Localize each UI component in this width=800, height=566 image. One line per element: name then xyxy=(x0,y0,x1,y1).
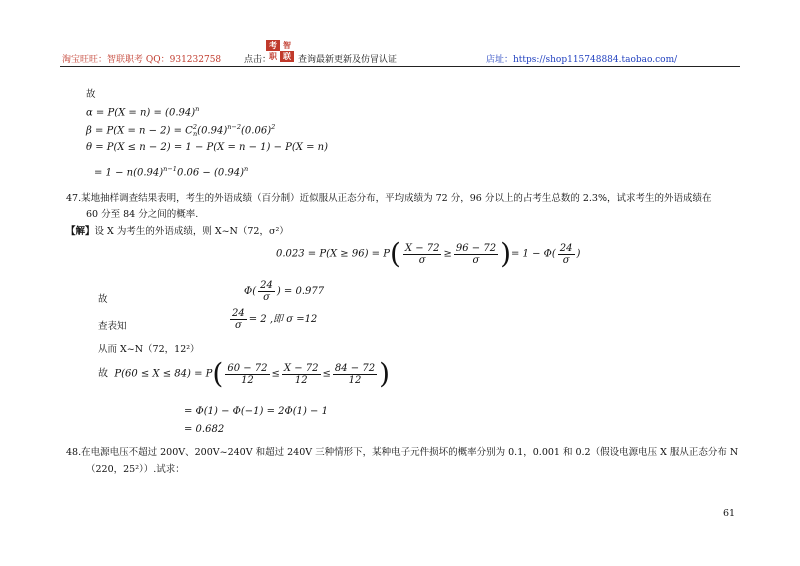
equation-lookup xyxy=(228,308,317,331)
header-click-label: 点击： xyxy=(244,55,272,65)
equation-main xyxy=(276,237,581,270)
equation-probability xyxy=(98,357,391,390)
equation-theta-2-exp2: n xyxy=(244,165,249,173)
equation-beta-exp: n−2 xyxy=(227,123,242,131)
phi-pre: Φ( xyxy=(244,286,257,297)
fraction-h xyxy=(333,363,377,386)
question-47-line-1: 47.某地抽样调查结果表明，考生的外语成绩（百分制）近似服从正态分布，平均成绩为 72 分，96 分以上的占考生总数的 2.3%，试求考生的外语成绩在 xyxy=(66,193,712,204)
question-48-line-1: 48.在电源电压不超过 200V、200V~240V 和超过 240V 三种情形下，某种电子元件损坏的概率分别为 0.1，0.001 和 0.2（假设电源电压 X 服从正态分布 N xyxy=(66,447,739,458)
header-contact: 淘宝旺旺：智联职考 QQ：931232758 xyxy=(62,55,222,65)
fraction-d-num: 24 xyxy=(260,280,273,291)
fraction-a-num: X − 72 xyxy=(404,242,440,254)
header-update-link[interactable]: 查询最新更新及仿冒认证 xyxy=(298,55,398,65)
solution-tag: 【解】 xyxy=(66,226,95,237)
equation-main-post: = 1 − Φ( xyxy=(511,248,556,260)
fraction-g-num: X − 72 xyxy=(283,362,319,374)
fraction-d-den: σ xyxy=(263,292,270,303)
paren-open-2: ( xyxy=(212,357,224,390)
text-gu-3: 故 xyxy=(98,368,108,380)
equation-beta-c-sup: 2 xyxy=(192,123,197,131)
equation-theta-2 xyxy=(94,165,248,178)
fraction-c-num: 24 xyxy=(559,242,573,254)
close-paren-1: ) xyxy=(576,248,581,260)
fraction-c xyxy=(558,243,575,266)
solution-intro xyxy=(66,223,289,237)
equation-alpha xyxy=(86,105,199,118)
header-divider xyxy=(60,66,740,67)
equation-theta: θ = P(X ≤ n − 2) = 1 − P(X = n − 1) − P(X = n) xyxy=(86,142,329,153)
fraction-f xyxy=(225,363,269,386)
fraction-e-num: 24 xyxy=(232,308,245,319)
equation-theta-2-exp: n−1 xyxy=(163,165,177,173)
equation-phi-line: = Φ(1) − Φ(−1) = 2Φ(1) − 1 xyxy=(184,406,328,417)
fraction-d xyxy=(258,280,275,303)
le-sign-1: ≤ xyxy=(271,368,280,380)
fraction-h-num: 84 − 72 xyxy=(334,362,376,374)
fraction-b-num: 96 − 72 xyxy=(455,242,497,254)
equation-alpha-body: α = P(X = n) = (0.94) xyxy=(86,107,196,119)
logo-char-2: 智 xyxy=(283,40,291,50)
fraction-e-den: σ xyxy=(234,320,242,331)
equation-beta-exp2: 2 xyxy=(271,123,276,131)
equation-beta xyxy=(86,123,275,138)
equation-result: = 0.682 xyxy=(184,424,225,435)
equation-beta-c-sub: n xyxy=(192,130,198,139)
ge-sign: ≥ xyxy=(443,248,452,260)
fraction-b-den: σ xyxy=(472,254,480,266)
logo-char-1: 考 xyxy=(266,40,280,51)
equation-beta-mid: (0.94) xyxy=(197,125,228,137)
question-48-line-2: （220，25²））.试求： xyxy=(86,464,185,475)
equation-theta-2-pre: = 1 − n(0.94) xyxy=(94,167,164,179)
header-shop-link[interactable]: 店址：https://shop115748884.taobao.com/ xyxy=(486,55,678,65)
le-sign-2: ≤ xyxy=(322,368,331,380)
paren-open-1: ( xyxy=(389,237,401,270)
solution-text: 设 X 为考生的外语成绩，则 X~N（72，σ²） xyxy=(94,226,289,237)
equation-prob-pre: P(60 ≤ X ≤ 84) = P xyxy=(114,368,213,380)
paren-close-2: ) xyxy=(379,357,391,390)
text-therefore: 从而 X~N（72，12²） xyxy=(98,344,200,355)
logo-char-3: 职 xyxy=(269,51,277,61)
text-gu-1: 故 xyxy=(86,89,96,100)
fraction-e xyxy=(230,308,247,331)
fraction-c-den: σ xyxy=(562,254,570,266)
lookup-post: = 2 ,即 σ =12 xyxy=(248,314,318,325)
page-number: 61 xyxy=(723,508,736,519)
phi-post: ) = 0.977 xyxy=(276,286,325,297)
equation-main-pre: 0.023 = P(X ≥ 96) = P xyxy=(276,248,390,260)
logo-char-4: 联 xyxy=(280,51,294,62)
fraction-g xyxy=(282,363,321,386)
brand-logo[interactable] xyxy=(266,40,294,62)
equation-phi xyxy=(244,280,324,303)
fraction-a xyxy=(403,243,442,266)
equation-alpha-exp: n xyxy=(195,105,200,113)
paren-close-1: ) xyxy=(500,237,511,270)
fraction-g-den: 12 xyxy=(294,374,308,386)
fraction-f-num: 60 − 72 xyxy=(227,362,268,374)
text-gu-2: 故 xyxy=(98,294,108,305)
text-lookup: 查表知 xyxy=(98,321,127,332)
fraction-a-den: σ xyxy=(418,254,426,266)
question-47-line-2: 60 分至 84 分之间的概率. xyxy=(86,209,199,220)
fraction-h-den: 12 xyxy=(348,374,362,386)
equation-beta-pre: β = P(X = n − 2) = C xyxy=(86,125,193,137)
equation-beta-post: (0.06) xyxy=(241,125,272,137)
fraction-b xyxy=(454,243,498,266)
fraction-f-den: 12 xyxy=(241,374,254,386)
equation-theta-2-mid: 0.06 − (0.94) xyxy=(176,167,245,179)
